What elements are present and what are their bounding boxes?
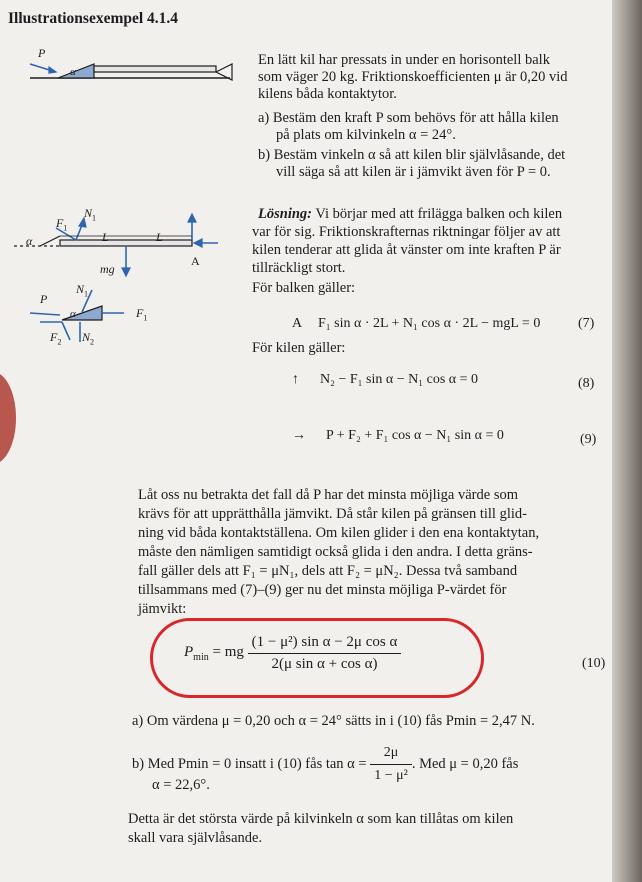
label-alpha-beam: α	[26, 234, 33, 248]
eq7-number: (7)	[578, 316, 595, 331]
label-alpha-top: α	[70, 66, 76, 78]
problem-line: som väger 20 kg. Friktionskoefficienten μ är 0,20 vid	[258, 69, 568, 85]
discussion-line: ning vid båda kontaktställena. Om kilen glider i den ena kontaktytan,	[138, 525, 540, 541]
page-edge	[612, 0, 642, 882]
label-N1: $N_1$	[84, 206, 97, 223]
solution-line: var för sig. Friktionskrafternas riktningar följer av att	[252, 224, 561, 240]
label-P-top: P	[38, 46, 46, 60]
solution-line: tillräckligt stort.	[252, 260, 346, 276]
problem-b: vill säga så att kilen är i jämvikt även för P = 0.	[276, 164, 551, 180]
solution-first-line: Lösning: Vi börjar med att frilägga balken och kilen	[258, 206, 563, 222]
label-L2: L	[156, 230, 163, 244]
eq9-number: (9)	[580, 432, 597, 447]
label-A: A	[191, 254, 200, 268]
equation-8: N₂ − F₁ sin α − N₁ cos α = 0	[320, 372, 479, 387]
problem-b: b) Bestäm vinkeln α så att kilen blir självlåsande, det	[258, 147, 566, 163]
eq10-number: (10)	[582, 656, 606, 671]
conclusion-line: skall vara självlåsande.	[128, 830, 263, 846]
answer-b-result: α = 22,6°.	[152, 777, 210, 793]
eq8-symbol: ↑	[292, 372, 299, 387]
discussion-line: jämvikt:	[138, 601, 187, 617]
label-mg: mg	[100, 262, 115, 276]
problem-line: kilens båda kontaktytor.	[258, 86, 397, 102]
label-P-wedge: P	[40, 292, 48, 306]
answer-a: a) Om värdena μ = 0,20 och α = 24° sätts in i (10) fås Pmin = 2,47 N.	[132, 713, 535, 729]
discussion-line: måste den nämligen samtidigt också glida i den andra. I detta gräns-	[138, 544, 533, 560]
equation-9: P + F₂ + F₁ cos α − N₁ sin α = 0	[326, 428, 504, 443]
label-F2: $F_2$	[50, 330, 62, 347]
eq7-moment-symbol: A	[292, 316, 303, 331]
label-L1: L	[102, 230, 109, 244]
wedge-intro: För kilen gäller:	[252, 340, 346, 356]
answer-b: b) Med Pmin = 0 insatt i (10) fås tan α = $\frac{2\mu}{\text{1 − μ²}}$ . Med μ = 0,20 fås	[132, 745, 519, 783]
beam-figure	[14, 214, 218, 276]
label-alpha-wedge: α	[70, 308, 76, 320]
beam-intro: För balken gäller:	[252, 280, 356, 296]
conclusion-line: Detta är det största värde på kilvinkeln α som kan tillåtas om kilen	[128, 811, 514, 827]
equation-10: $P_{min}$ = mg $\frac{\text{(1 − μ²) sin α − 2μ cos α}}{\text{2(μ sin α + cos α)}}$	[184, 634, 401, 673]
discussion-line: Låt oss nu betrakta det fall då P har det minsta möjliga värde som	[138, 487, 518, 503]
discussion-line: tillsammans med (7)–(9) ger nu det minsta möjliga P-värdet för	[138, 582, 507, 598]
example-title: Illustrationsexempel 4.1.4	[8, 10, 179, 27]
label-F1-wedge: $F_1$	[136, 306, 148, 323]
solution-line: kilen tenderar att glida åt vänster om inte kraften P är	[252, 242, 561, 258]
label-N1-wedge: $N_1$	[76, 282, 89, 299]
top-figure	[30, 64, 232, 80]
problem-line: En lätt kil har pressats in under en horisontell balk	[258, 52, 550, 68]
discussion-line: krävs för att upprätthålla jämvikt. Då står kilen på gränsen till glid-	[138, 506, 527, 522]
label-N2: $N_2$	[82, 330, 95, 347]
problem-a: på plats om kilvinkeln α = 24°.	[276, 127, 456, 143]
eq9-symbol: →	[292, 428, 306, 443]
equation-7: F₁ sin α · 2L + N₁ cos α · 2L − mgL = 0	[318, 316, 541, 331]
discussion-line: fall gäller dels att F₁ = μN₁, dels att F₂ = μN₂. Dessa två samband	[138, 563, 518, 579]
eq8-number: (8)	[578, 376, 595, 391]
label-F1: $F_1$	[56, 216, 68, 233]
problem-a: a) Bestäm den kraft P som behövs för att hålla kilen	[258, 110, 559, 126]
